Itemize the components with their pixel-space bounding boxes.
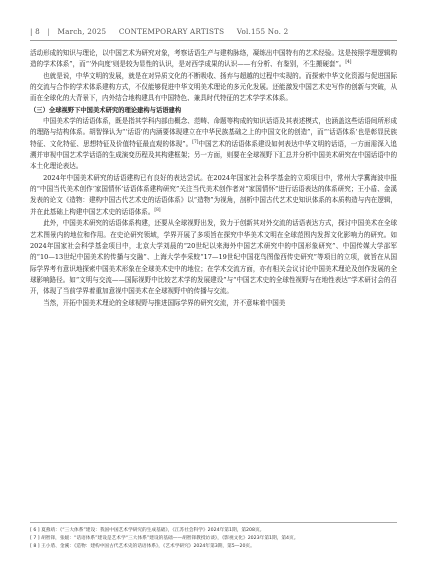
section-heading: （三）全球视野下中国美术研究的理论建构与话语建构: [30, 106, 182, 114]
page-number: 8: [35, 27, 40, 36]
paragraph-text: 活动形成的知识与理论，以中国艺术为研究对象，考察话语生产与建构脉络，凝练出中国特有的艺术经验。这是按照学理逻辑构造的学术体系”，而“‘外向度’则是较为显性的认识，是对西学成果的认识——有分析、有鉴别，不生搬硬套”。: [30, 49, 397, 69]
footnote-ref[interactable]: [4]: [345, 60, 352, 66]
paragraph: [30, 218, 397, 297]
footnote-ref[interactable]: [8]: [154, 207, 161, 213]
paragraph: [30, 116, 397, 173]
running-header: [30, 27, 397, 36]
paragraph-text: 当然，开拓中国美术理论的全球视野与推进国际学界的研究交流，并不意味着中国美: [43, 298, 286, 307]
paragraph-text: 中国美术学的话语体系，既是指其学科内部由概念、范畴、命题等构成的知识话语及其表述模式，也涵盖这些话语间所形成的理路与结构体系。胡智锋认为“‘话语’的内涵要体现建立在中华民族基础之上的中国文化的创造”，而“‘话语体系’也是彰显民族特征、文化特征、思想特征及价值特征最直观的体现”。: [30, 117, 397, 148]
header-separator: |: [47, 27, 51, 36]
footnote-item: [ 8 ] 王小盾、金溪：《造物：建构中国古代艺术史的话语体系》，《艺术学研究》2024年第3期，第5—20页。: [30, 544, 255, 550]
footnote-item: [ 6 ] 夏燕靖：《“三大体系”建设：我国中国艺术学研究的生成基础》，《江苏社会科学》2024年第1期，第208页。: [30, 528, 265, 533]
footnote-ref[interactable]: [7]: [192, 139, 199, 145]
paragraph-text: 也就是说，中华文明的发展，就是在对异质文化的不断吸收、扬弃与超越的过程中实现的。而探索中华文化资源与促进国际的交流与合作的学术体系建构方式，不仅能够促进中华文明美术理论的多元化发展。还能激发中国艺术史写作的创新与突破，从而在全球化的大背景下，内外结合地构建具有中国特色、兼具时代特征的艺术学学术体系。: [30, 71, 397, 103]
header-divider: [30, 40, 397, 41]
paragraph: [30, 48, 397, 71]
journal-name: CONTEMPORARY ARTISTS: [118, 27, 225, 36]
paragraph: [30, 71, 397, 105]
paragraph-text: 2024年中国美术研究的话语建构已有良好的表达尝试。在2024年国家社会科学基金的立项项目中，常州大学冀海波申报的“中国当代美术创作‘家国情怀’话语体系建构研究”关注当代美术创作者对“家国情怀”进行话语表达的体系研究；王小盾、金溪发表的论文《造物：建构中国古代艺术史的话语体系》以“造物”为视角，剖析中国古代艺术史知识体系的本质构造与内在逻辑，并在此基础上构建中国艺术史的话语体系。: [30, 173, 397, 216]
article-body: [30, 48, 397, 309]
volume-number: Vol.155 No. 2: [236, 27, 289, 36]
footnote-item: [ 7 ] 胡智锋，张媛：“话语体系”建设是艺术学“三大体系”建设的基础——胡智锋教授访谈》，《影视文化》2023年第1期，第4页。: [30, 536, 299, 542]
header-separator: |: [30, 27, 33, 36]
footnotes: [30, 527, 397, 552]
footnote-divider: [30, 522, 397, 523]
paragraph-text: 中国艺术的话语体系建设如何表达中华文明的话语，一方面需深入追溯并审视中国艺术学话语的生成演变历程及其构建框架；另一方面，则要在全球视野下汇总并分析中国美术研究在中国话语中的本土化理论表达。: [30, 139, 397, 171]
paragraph: [30, 173, 397, 218]
paragraph: [30, 298, 397, 309]
issue-date: March, 2025: [57, 27, 107, 36]
paragraph-text: 此外，中国美术研究的话语体系构建，还要从全球视野出发，致力于创新其对外交流的话语表达方式，探讨中国美术在全球艺术图景内的地位和作用。在史论研究领域，学界开展了多项旨在探究中华美术文明在全球范围内发挥文化影响力的研究。如2024年国家社会科学基金项目中，北京大学刘晨的“20世纪以来海外中国艺术研究中的中国形象研究”、中国传媒大学邵军的“10—13世纪中国美术的传播与交融”、上海大学李采蛟“17—19世纪中国花鸟图像西传史研究”等项目的立项，就旨在从国际学界考有意识地探索中国美术形象在全球美术史中的地位；在学术交流方面，亦有相关会议讨论中国美术理论及创作发展的全球影响路径。如“文明与交流——国际视野中比较艺术学的发展建设”与“中国艺术史的全球性视野与在地性表达”学术研讨会的召开，体现了当前学界着重加意视中国美术在全球视野中的传播与交流。: [30, 219, 397, 296]
